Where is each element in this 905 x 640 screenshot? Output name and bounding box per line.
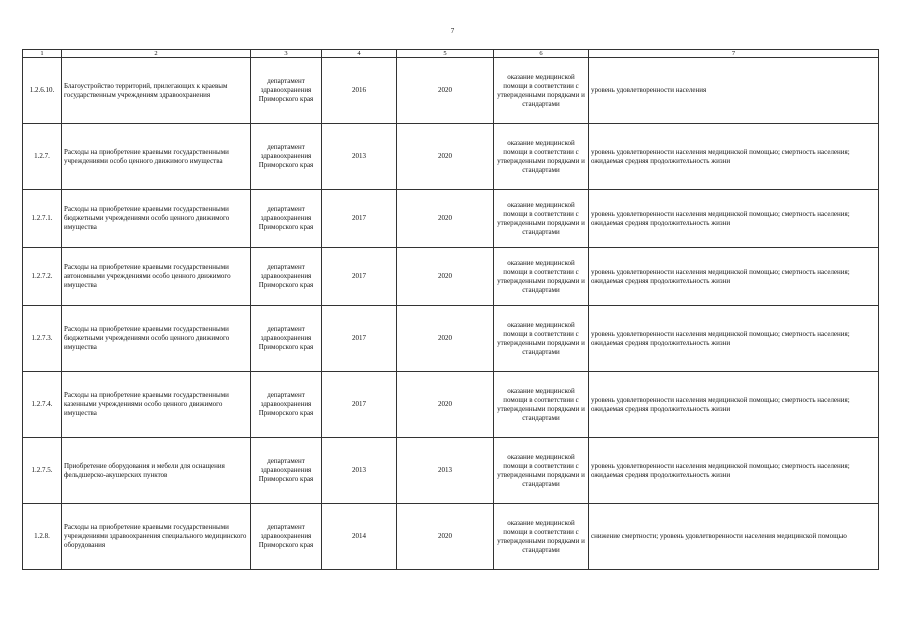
table-row <box>23 438 879 504</box>
expected-result: оказание медицинской помощи в соответствии с утвержденными порядками и стандартами <box>494 58 589 124</box>
activity-name: Расходы на приобретение краевыми государственными учреждениями особо ценного движимого имущества <box>62 124 251 190</box>
indicators: уровень удовлетворенности населения медицинской помощью; смертность населения; ожидаемая средняя продолжительность жизни <box>589 372 879 438</box>
expected-result: оказание медицинской помощи в соответствии с утвержденными порядками и стандартами <box>494 372 589 438</box>
responsible-executor: департамент здравоохранения Приморского края <box>251 504 322 570</box>
row-number: 1.2.7.1. <box>23 190 62 248</box>
column-header: 2 <box>62 50 251 58</box>
activity-name: Расходы на приобретение краевыми государственными бюджетными учреждениями особо ценного движимого имущества <box>62 306 251 372</box>
header-row <box>23 50 879 58</box>
expected-result: оказание медицинской помощи в соответствии с утвержденными порядками и стандартами <box>494 124 589 190</box>
activity-name: Расходы на приобретение краевыми государственными бюджетными учреждениями особо ценного движимого имущества <box>62 190 251 248</box>
responsible-executor: департамент здравоохранения Приморского края <box>251 306 322 372</box>
activity-name: Расходы на приобретение краевыми государственными учреждениями здравоохранения специального медицинского оборудования <box>62 504 251 570</box>
table-row <box>23 248 879 306</box>
table-row <box>23 372 879 438</box>
indicators: уровень удовлетворенности населения медицинской помощью; смертность населения; ожидаемая средняя продолжительность жизни <box>589 306 879 372</box>
end-year: 2020 <box>397 248 494 306</box>
table-row <box>23 124 879 190</box>
table-row <box>23 190 879 248</box>
page-number: 7 <box>450 27 455 35</box>
start-year: 2013 <box>322 438 397 504</box>
indicators: уровень удовлетворенности населения медицинской помощью; смертность населения; ожидаемая средняя продолжительность жизни <box>589 124 879 190</box>
end-year: 2020 <box>397 504 494 570</box>
expected-result: оказание медицинской помощи в соответствии с утвержденными порядками и стандартами <box>494 248 589 306</box>
responsible-executor: департамент здравоохранения Приморского края <box>251 372 322 438</box>
indicators: уровень удовлетворенности населения медицинской помощью; смертность населения; ожидаемая средняя продолжительность жизни <box>589 248 879 306</box>
activity-name: Расходы на приобретение краевыми государственными казенными учреждениями особо ценного движимого имущества <box>62 372 251 438</box>
row-number: 1.2.6.10. <box>23 58 62 124</box>
start-year: 2017 <box>322 372 397 438</box>
indicators: снижение смертности; уровень удовлетворенности населения медицинской помощью <box>589 504 879 570</box>
column-header: 7 <box>589 50 879 58</box>
table-row <box>23 58 879 124</box>
indicators: уровень удовлетворенности населения медицинской помощью; смертность населения; ожидаемая средняя продолжительность жизни <box>589 438 879 504</box>
indicators: уровень удовлетворенности населения <box>589 58 879 124</box>
row-number: 1.2.7.3. <box>23 306 62 372</box>
responsible-executor: департамент здравоохранения Приморского края <box>251 58 322 124</box>
column-header: 3 <box>251 50 322 58</box>
responsible-executor: департамент здравоохранения Приморского края <box>251 190 322 248</box>
row-number: 1.2.7. <box>23 124 62 190</box>
start-year: 2017 <box>322 190 397 248</box>
expected-result: оказание медицинской помощи в соответствии с утвержденными порядками и стандартами <box>494 438 589 504</box>
expected-result: оказание медицинской помощи в соответствии с утвержденными порядками и стандартами <box>494 504 589 570</box>
start-year: 2013 <box>322 124 397 190</box>
indicators: уровень удовлетворенности населения медицинской помощью; смертность населения; ожидаемая средняя продолжительность жизни <box>589 190 879 248</box>
row-number: 1.2.7.4. <box>23 372 62 438</box>
end-year: 2013 <box>397 438 494 504</box>
row-number: 1.2.8. <box>23 504 62 570</box>
start-year: 2014 <box>322 504 397 570</box>
column-header: 1 <box>23 50 62 58</box>
activity-name: Расходы на приобретение краевыми государственными автономными учреждениями особо ценного движимого имущества <box>62 248 251 306</box>
expected-result: оказание медицинской помощи в соответствии с утвержденными порядками и стандартами <box>494 190 589 248</box>
end-year: 2020 <box>397 372 494 438</box>
end-year: 2020 <box>397 190 494 248</box>
end-year: 2020 <box>397 306 494 372</box>
end-year: 2020 <box>397 124 494 190</box>
start-year: 2017 <box>322 306 397 372</box>
column-header: 5 <box>397 50 494 58</box>
column-header: 6 <box>494 50 589 58</box>
start-year: 2017 <box>322 248 397 306</box>
activity-name: Приобретение оборудования и мебели для оснащения фельдшерско-акушерских пунктов <box>62 438 251 504</box>
end-year: 2020 <box>397 58 494 124</box>
responsible-executor: департамент здравоохранения Приморского края <box>251 438 322 504</box>
responsible-executor: департамент здравоохранения Приморского края <box>251 124 322 190</box>
activities-table <box>22 49 879 570</box>
start-year: 2016 <box>322 58 397 124</box>
row-number: 1.2.7.5. <box>23 438 62 504</box>
table-row <box>23 504 879 570</box>
expected-result: оказание медицинской помощи в соответствии с утвержденными порядками и стандартами <box>494 306 589 372</box>
activity-name: Благоустройство территорий, прилегающих к краевым государственным учреждениям здравоохранения <box>62 58 251 124</box>
responsible-executor: департамент здравоохранения Приморского края <box>251 248 322 306</box>
table-row <box>23 306 879 372</box>
row-number: 1.2.7.2. <box>23 248 62 306</box>
column-header: 4 <box>322 50 397 58</box>
